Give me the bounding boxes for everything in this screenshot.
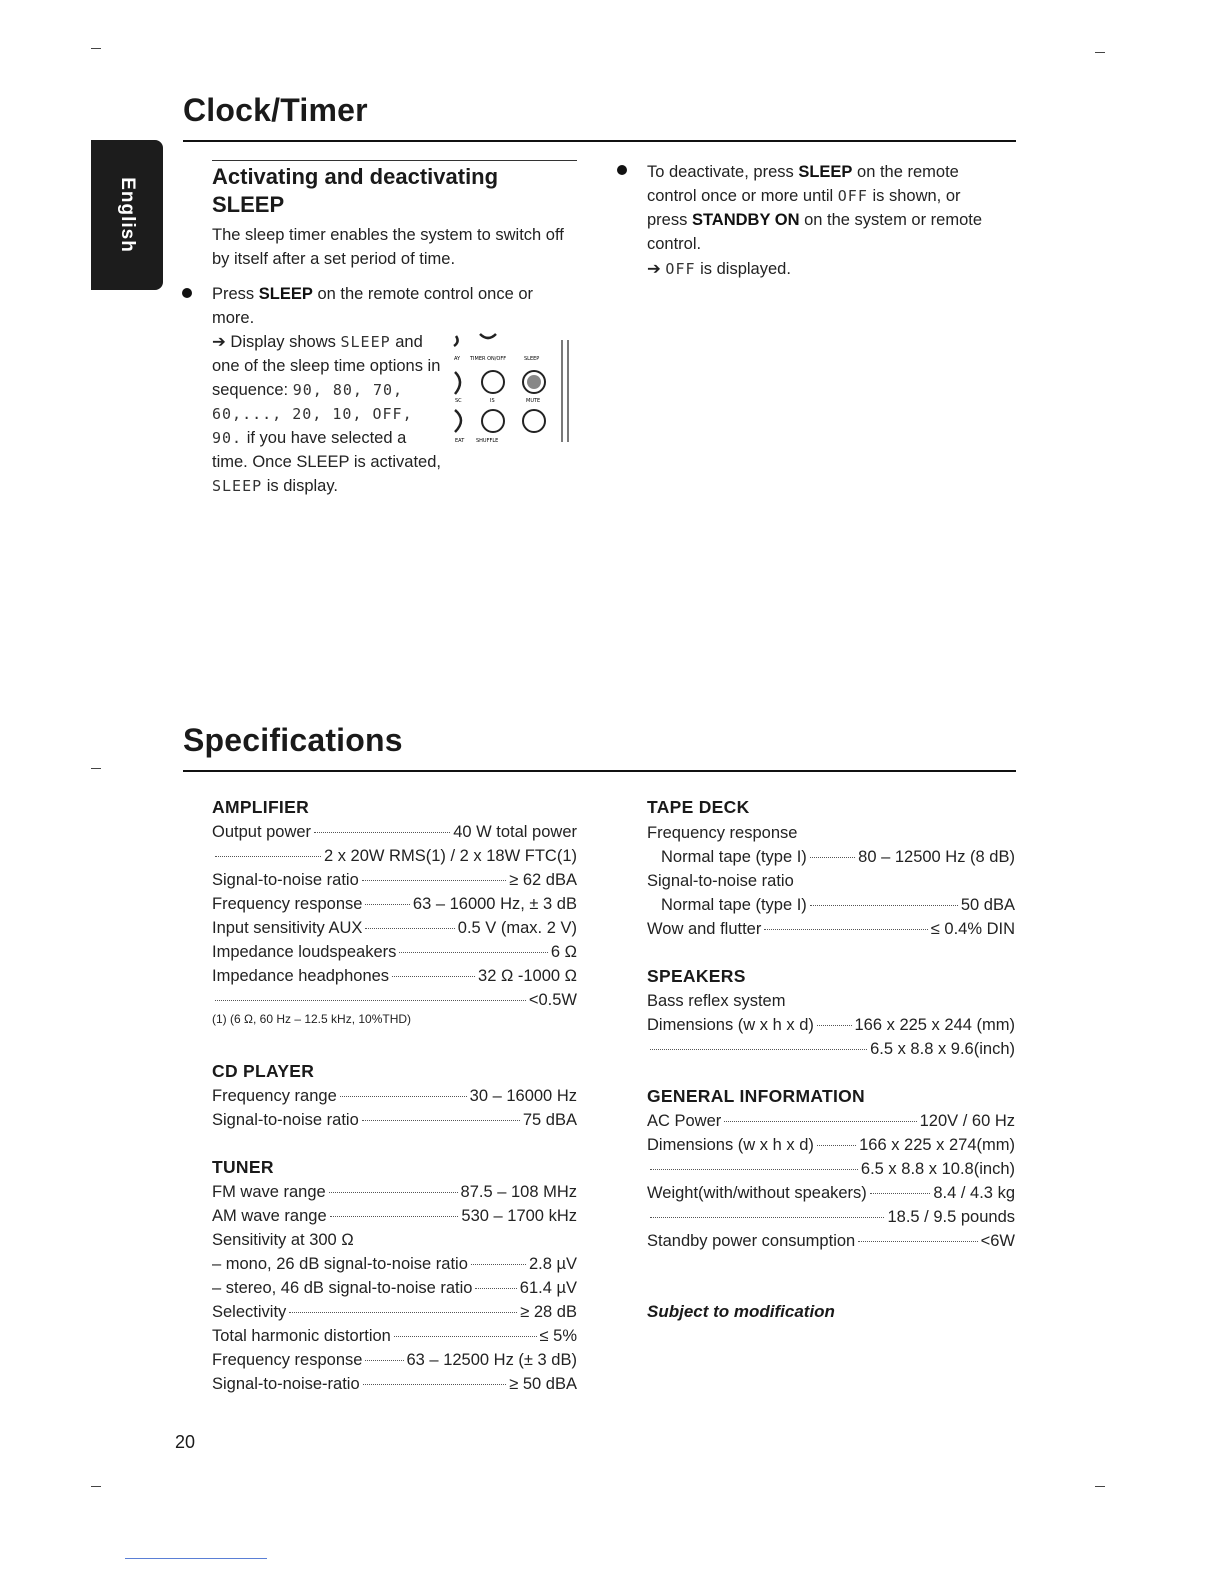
- tape-snr-label: Signal-to-noise ratio: [647, 872, 794, 890]
- tape-frequency-label: Frequency response: [647, 824, 798, 842]
- remote-label: SHUFFLE: [476, 438, 499, 444]
- spec-row: Dimensions (w x h x d) 166 x 225 x 274(mm): [647, 1136, 1015, 1154]
- bullet-icon: [182, 288, 192, 298]
- sleep-intro: The sleep timer enables the system to switch off by itself after a set period of time.: [212, 226, 564, 268]
- bullet-icon: [617, 165, 627, 175]
- spec-row: Dimensions (w x h x d) 166 x 225 x 244 (mm): [647, 1016, 1015, 1034]
- amplifier-footnote: (1) (6 Ω, 60 Hz – 12.5 kHz, 10%THD): [212, 1012, 412, 1026]
- language-tab: [91, 140, 163, 290]
- spec-row: Frequency range 30 – 16000 Hz: [212, 1087, 577, 1105]
- spec-row: Signal-to-noise ratio 75 dBA: [212, 1111, 577, 1129]
- language-tab-label: English: [117, 177, 138, 253]
- remote-label: EAT: [455, 438, 465, 444]
- sleep-display-description: ➔ Display shows SLEEP and one of the sleep time options in sequence: 90, 80, 70, 60,..., 20, 10, OFF, 90. if you have selected a time. Once SLEEP is activated, SLEEP is display.: [212, 333, 441, 495]
- arrow-right-icon: ➔: [212, 333, 226, 351]
- subject-to-modification: Subject to modification: [647, 1302, 835, 1321]
- specifications-title: Specifications: [183, 722, 403, 758]
- spec-row: FM wave range 87.5 – 108 MHz: [212, 1183, 577, 1201]
- sleep-heading: Activating and deactivating SLEEP: [212, 164, 499, 217]
- arrow-right-icon: ➔: [647, 260, 661, 278]
- spec-row: <0.5W: [212, 988, 577, 1012]
- spec-row: AC Power 120V / 60 Hz: [647, 1112, 1015, 1130]
- crop-mark: [91, 1486, 101, 1487]
- spec-row: – mono, 26 dB signal-to-noise ratio 2.8 µV: [212, 1255, 577, 1273]
- spec-row: Frequency response 63 – 12500 Hz (± 3 dB): [212, 1351, 577, 1369]
- speakers-heading: SPEAKERS: [647, 966, 746, 986]
- spec-row: Wow and flutter ≤ 0.4% DIN: [647, 920, 1015, 938]
- spec-row: Impedance headphones 32 Ω -1000 Ω: [212, 967, 577, 985]
- sleep-step-1: Press SLEEP on the remote control once or more.: [212, 285, 533, 327]
- off-displayed-line: ➔ OFF is displayed.: [647, 260, 791, 278]
- tuner-heading: TUNER: [212, 1157, 274, 1177]
- spec-row: – stereo, 46 dB signal-to-noise ratio 61.4 µV: [212, 1279, 577, 1297]
- spec-row: Signal-to-noise-ratio ≥ 50 dBA: [212, 1375, 577, 1393]
- remote-label: SLEEP: [524, 356, 540, 362]
- tuner-sensitivity-label: Sensitivity at 300 Ω: [212, 1231, 354, 1249]
- crop-mark: [1095, 1486, 1105, 1487]
- amplifier-heading: AMPLIFIER: [212, 797, 310, 817]
- spec-row: Normal tape (type I) 50 dBA: [661, 896, 1015, 914]
- cd-player-heading: CD PLAYER: [212, 1061, 315, 1081]
- remote-label: SC: [455, 398, 462, 404]
- remote-label: MUTE: [526, 398, 541, 404]
- specifications-rule: [183, 770, 1016, 772]
- spec-row: Signal-to-noise ratio ≥ 62 dBA: [212, 871, 577, 889]
- spec-row: Total harmonic distortion ≤ 5%: [212, 1327, 577, 1345]
- spec-row: 2 x 20W RMS(1) / 2 x 18W FTC(1): [212, 844, 577, 868]
- spec-row: Normal tape (type I) 80 – 12500 Hz (8 dB): [661, 848, 1015, 866]
- remote-control-illustration: [450, 330, 575, 445]
- bottom-edge-line: [125, 1558, 267, 1559]
- remote-label: AY: [454, 356, 461, 362]
- spec-row: 6.5 x 8.8 x 9.6(inch): [647, 1037, 1015, 1061]
- crop-mark: [91, 48, 101, 49]
- crop-mark: [91, 768, 101, 769]
- remote-label: IS: [490, 398, 495, 404]
- tape-deck-heading: TAPE DECK: [647, 797, 750, 817]
- spec-row: AM wave range 530 – 1700 kHz: [212, 1207, 577, 1225]
- general-info-heading: GENERAL INFORMATION: [647, 1086, 865, 1106]
- spec-row: Weight(with/without speakers) 8.4 / 4.3 kg: [647, 1184, 1015, 1202]
- sleep-deactivate-step: To deactivate, press SLEEP on the remote control once or more until OFF is shown, or press STANDBY ON on the system or remote control.: [647, 163, 983, 253]
- spec-row: 18.5 / 9.5 pounds: [647, 1205, 1015, 1229]
- title-rule: [183, 140, 1016, 142]
- subsection-rule: [212, 160, 577, 161]
- spec-row: Selectivity ≥ 28 dB: [212, 1303, 577, 1321]
- spec-row: Input sensitivity AUX 0.5 V (max. 2 V): [212, 919, 577, 937]
- clock-timer-title: Clock/Timer: [183, 92, 368, 128]
- spec-row: 6.5 x 8.8 x 10.8(inch): [647, 1157, 1015, 1181]
- spec-row: Output power 40 W total power: [212, 823, 577, 841]
- remote-label: TIMER ON/OFF: [470, 356, 507, 362]
- spec-row: Standby power consumption <6W: [647, 1232, 1015, 1250]
- spec-row: Impedance loudspeakers 6 Ω: [212, 943, 577, 961]
- speakers-bass-label: Bass reflex system: [647, 992, 786, 1010]
- page-number: 20: [175, 1432, 196, 1452]
- crop-mark: [1095, 52, 1105, 53]
- spec-row: Frequency response 63 – 16000 Hz, ± 3 dB: [212, 895, 577, 913]
